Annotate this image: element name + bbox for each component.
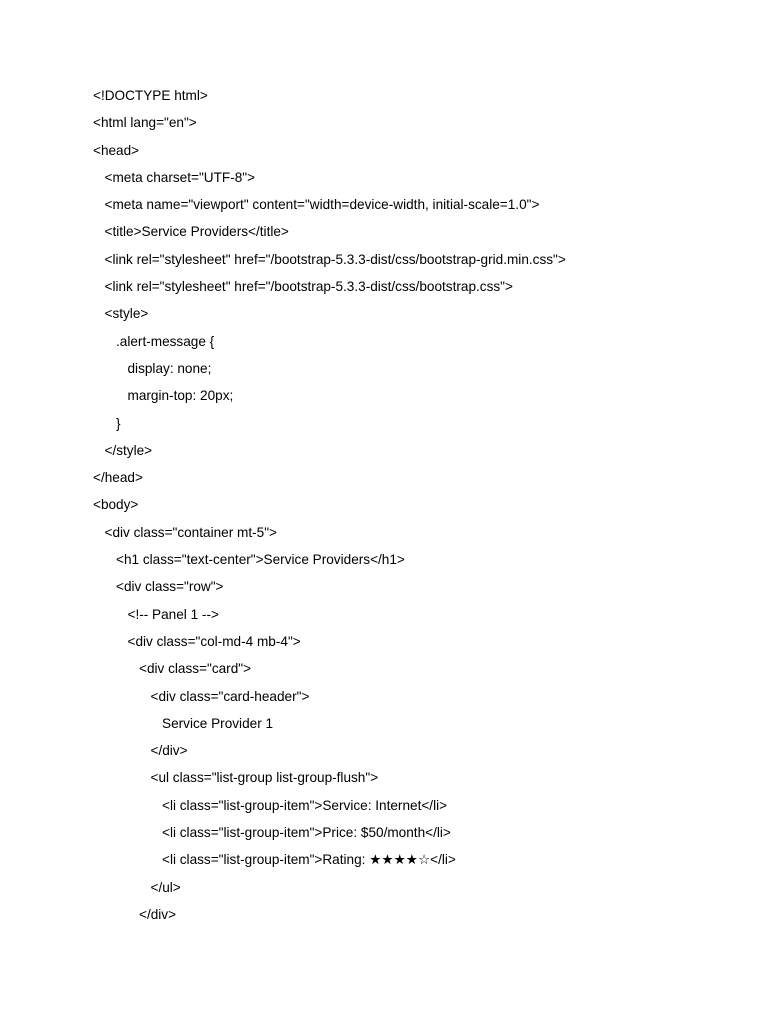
code-line: <meta charset="UTF-8">	[104, 169, 256, 185]
code-line: <!-- Panel 1 -->	[127, 606, 219, 622]
code-listing	[93, 86, 566, 932]
code-line: </head>	[93, 470, 143, 486]
code-line: <html lang="en">	[93, 115, 197, 131]
code-line: <li class="list-group-item">Service: Internet</li>	[162, 797, 448, 813]
code-line: <h1 class="text-center">Service Providers</h1>	[116, 552, 405, 568]
code-line: </div>	[150, 743, 188, 759]
code-line: <link rel="stylesheet" href="/bootstrap-5.3.3-dist/css/bootstrap.css">	[104, 279, 513, 295]
code-line: <div class="col-md-4 mb-4">	[127, 633, 301, 649]
code-line: <div class="card-header">	[150, 688, 310, 704]
code-line: .alert-message {	[116, 333, 215, 349]
code-line: </style>	[104, 442, 153, 458]
code-line: </ul>	[150, 879, 181, 895]
code-line: }	[116, 415, 121, 431]
code-line: <link rel="stylesheet" href="/bootstrap-5.3.3-dist/css/bootstrap-grid.min.css">	[104, 251, 566, 267]
code-line: margin-top: 20px;	[127, 388, 234, 404]
code-line: Service Provider 1	[162, 715, 274, 731]
code-line: <style>	[104, 306, 149, 322]
code-line: <!DOCTYPE html>	[93, 88, 208, 103]
code-line: <div class="card">	[139, 661, 252, 677]
code-line: <li class="list-group-item">Price: $50/month</li>	[162, 825, 451, 841]
code-line: </div>	[139, 906, 177, 922]
code-line: <meta name="viewport" content="width=device-width, initial-scale=1.0">	[104, 197, 540, 213]
code-line: <div class="container mt-5">	[104, 524, 277, 540]
code-line: <ul class="list-group list-group-flush">	[150, 770, 379, 786]
code-line: <li class="list-group-item">Rating: ★★★★☆</li>	[162, 852, 456, 868]
code-line: <div class="row">	[116, 579, 224, 595]
code-line: display: none;	[127, 360, 212, 376]
code-line: <title>Service Providers</title>	[104, 224, 289, 240]
code-line: <body>	[93, 497, 139, 513]
code-line: <head>	[93, 142, 140, 158]
